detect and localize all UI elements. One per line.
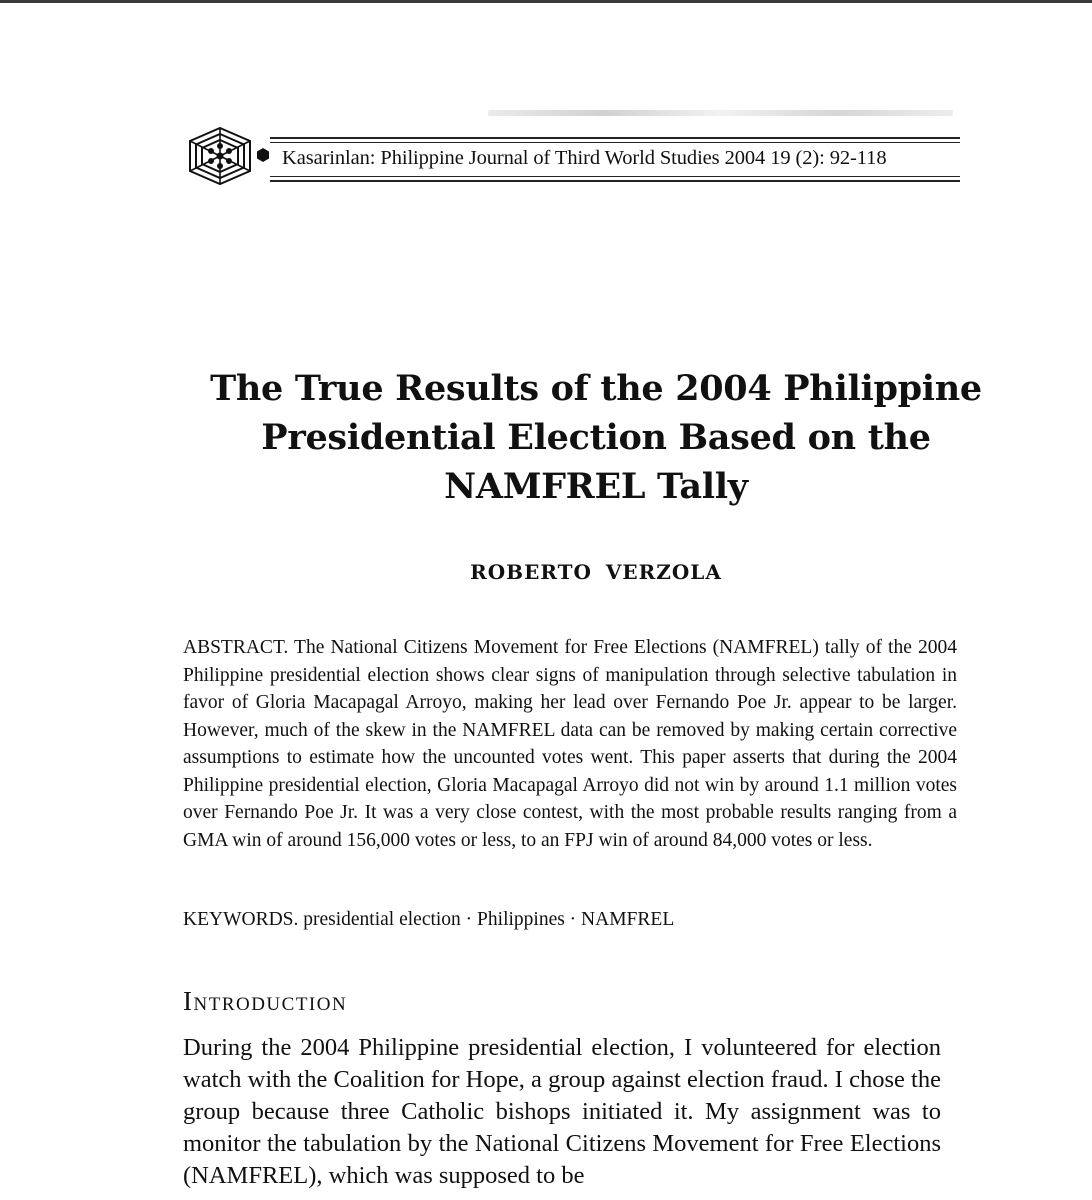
journal-logo-icon	[186, 126, 276, 186]
journal-citation: Kasarinlan: Philippine Journal of Third World Studies 2004 19 (2): 92-118	[282, 147, 887, 169]
faint-running-head	[488, 110, 953, 116]
author-name: ROBERTO VERZOLA	[470, 560, 722, 584]
journal-header	[184, 124, 960, 188]
title-line-2: Presidential Election Based on the	[261, 417, 931, 458]
keywords: KEYWORDS. presidential election · Philippines · NAMFREL	[183, 909, 675, 930]
header-rule-top	[270, 137, 960, 139]
title-line-3: NAMFREL Tally	[444, 466, 748, 507]
section-heading-introduction: Introduction	[183, 986, 348, 1016]
title-line-1: The True Results of the 2004 Philippine	[210, 368, 982, 409]
window-top-border	[0, 0, 1092, 3]
introduction-paragraph: During the 2004 Philippine presidential election, I volunteered for election watch with the Coalition for Hope, a group against election fraud. I chose the group because three Catholic bishops initiated it. My assignment was to monitor the tabulation by the National Citizens Movement for Free Elections (NAMFREL), which was supposed to be	[183, 1034, 941, 1189]
header-rule-bottom	[270, 180, 960, 182]
paper-title	[160, 364, 1032, 511]
header-rule-bottom-thin	[270, 176, 960, 177]
header-rule-top-thin	[270, 142, 960, 143]
abstract: ABSTRACT. The National Citizens Movement for Free Elections (NAMFREL) tally of the 2004 Philippine presidential election shows clear signs of manipulation through selective tabulation in favor of Gloria Macapagal Arroyo, making her lead over Fernando Poe Jr. appear to be larger. However, much of the skew in the NAMFREL data can be removed by making certain corrective assumptions to estimate how the uncounted votes went. This paper asserts that during the 2004 Philippine presidential election, Gloria Macapagal Arroyo did not win by around 1.1 million votes over Fernando Poe Jr. It was a very close contest, with the most probable results ranging from a GMA win of around 156,000 votes or less, to an FPJ win of around 84,000 votes or less.	[183, 637, 957, 851]
